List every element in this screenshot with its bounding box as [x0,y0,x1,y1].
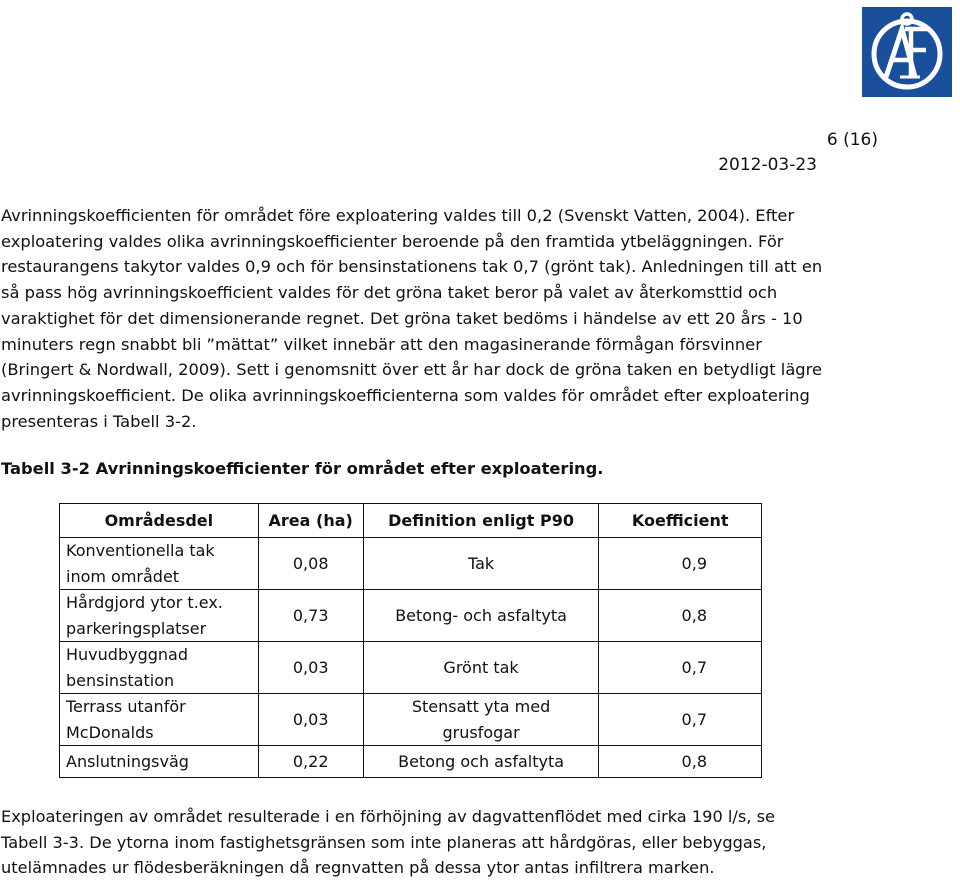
intro-paragraph: Avrinningskoefficienten för området före exploatering valdes till 0,2 (Svenskt Vatten, 2004). Efter exploatering valdes olika avrinningskoefficienter beroende på den framtida ytbeläggningen. För restaurangens takytor valdes 0,9 och för bensinstationens tak 0,7 (grönt tak). Anledningen till att en så pass hög avrinningskoefficient valdes för det gröna taket beror på valet av återkomsttid och varaktighet för det dimensionerande regnet. Det gröna taket bedöms i händelse av ett 20 års - 10 minuters regn snabbt bli ”mättat” vilket innebär att den magasinerande förmågan försvinner (Bringert & Nordwall, 2009). Sett i genomsnitt över ett år har dock de gröna taken en betydligt lägre avrinningskoefficient. De olika avrinningskoefficienterna som valdes för området efter exploatering presenteras i Tabell 3-2. [1,206,823,431]
cell-area-part: Huvudbyggnad bensinstation [60,642,259,694]
table-caption: Tabell 3-2 Avrinningskoefficienter för området efter exploatering. [1,459,604,478]
cell-area: 0,22 [258,746,363,778]
cell-coefficient: 0,8 [599,746,762,778]
cell-area-part: Anslutningsväg [60,746,259,778]
cell-area: 0,03 [258,642,363,694]
cell-area-part: Hårdgjord ytor t.ex. parkeringsplatser [60,590,259,642]
table-row [60,642,762,694]
runoff-coefficient-table [59,503,762,778]
document-date: 2012-03-23 [718,155,817,175]
cell-definition: Betong- och asfaltyta [363,590,599,642]
cell-definition: Tak [363,538,599,590]
table-header-row [60,504,762,538]
column-header-definition: Definition enligt P90 [363,504,599,538]
outro-paragraph: Exploateringen av området resulterade i en förhöjning av dagvattenflödet med cirka 190 l/s, se Tabell 3-3. De ytorna inom fastighetsgränsen som inte planeras att hårdgöras, eller bebyggas, utelämnades ur flödesberäkningen då regnvatten på dessa ytor antas infiltrera marken. [1,807,775,878]
af-logo-icon [862,7,952,97]
page-number: 6 (16) [826,130,878,150]
cell-area: 0,03 [258,694,363,746]
column-header-area-part: Områdesdel [60,504,259,538]
column-header-coefficient: Koefficient [599,504,762,538]
cell-definition: Grönt tak [363,642,599,694]
cell-area: 0,08 [258,538,363,590]
cell-area: 0,73 [258,590,363,642]
cell-definition: Betong och asfaltyta [363,746,599,778]
cell-coefficient: 0,7 [599,642,762,694]
company-logo [862,7,952,97]
cell-area-part: Konventionella tak inom området [60,538,259,590]
cell-coefficient: 0,8 [599,590,762,642]
table-row [60,590,762,642]
cell-definition: Stensatt yta med grusfogar [363,694,599,746]
cell-coefficient: 0,7 [599,694,762,746]
table-row [60,538,762,590]
table-row [60,694,762,746]
cell-area-part: Terrass utanför McDonalds [60,694,259,746]
table-row [60,746,762,778]
cell-coefficient: 0,9 [599,538,762,590]
column-header-area: Area (ha) [258,504,363,538]
